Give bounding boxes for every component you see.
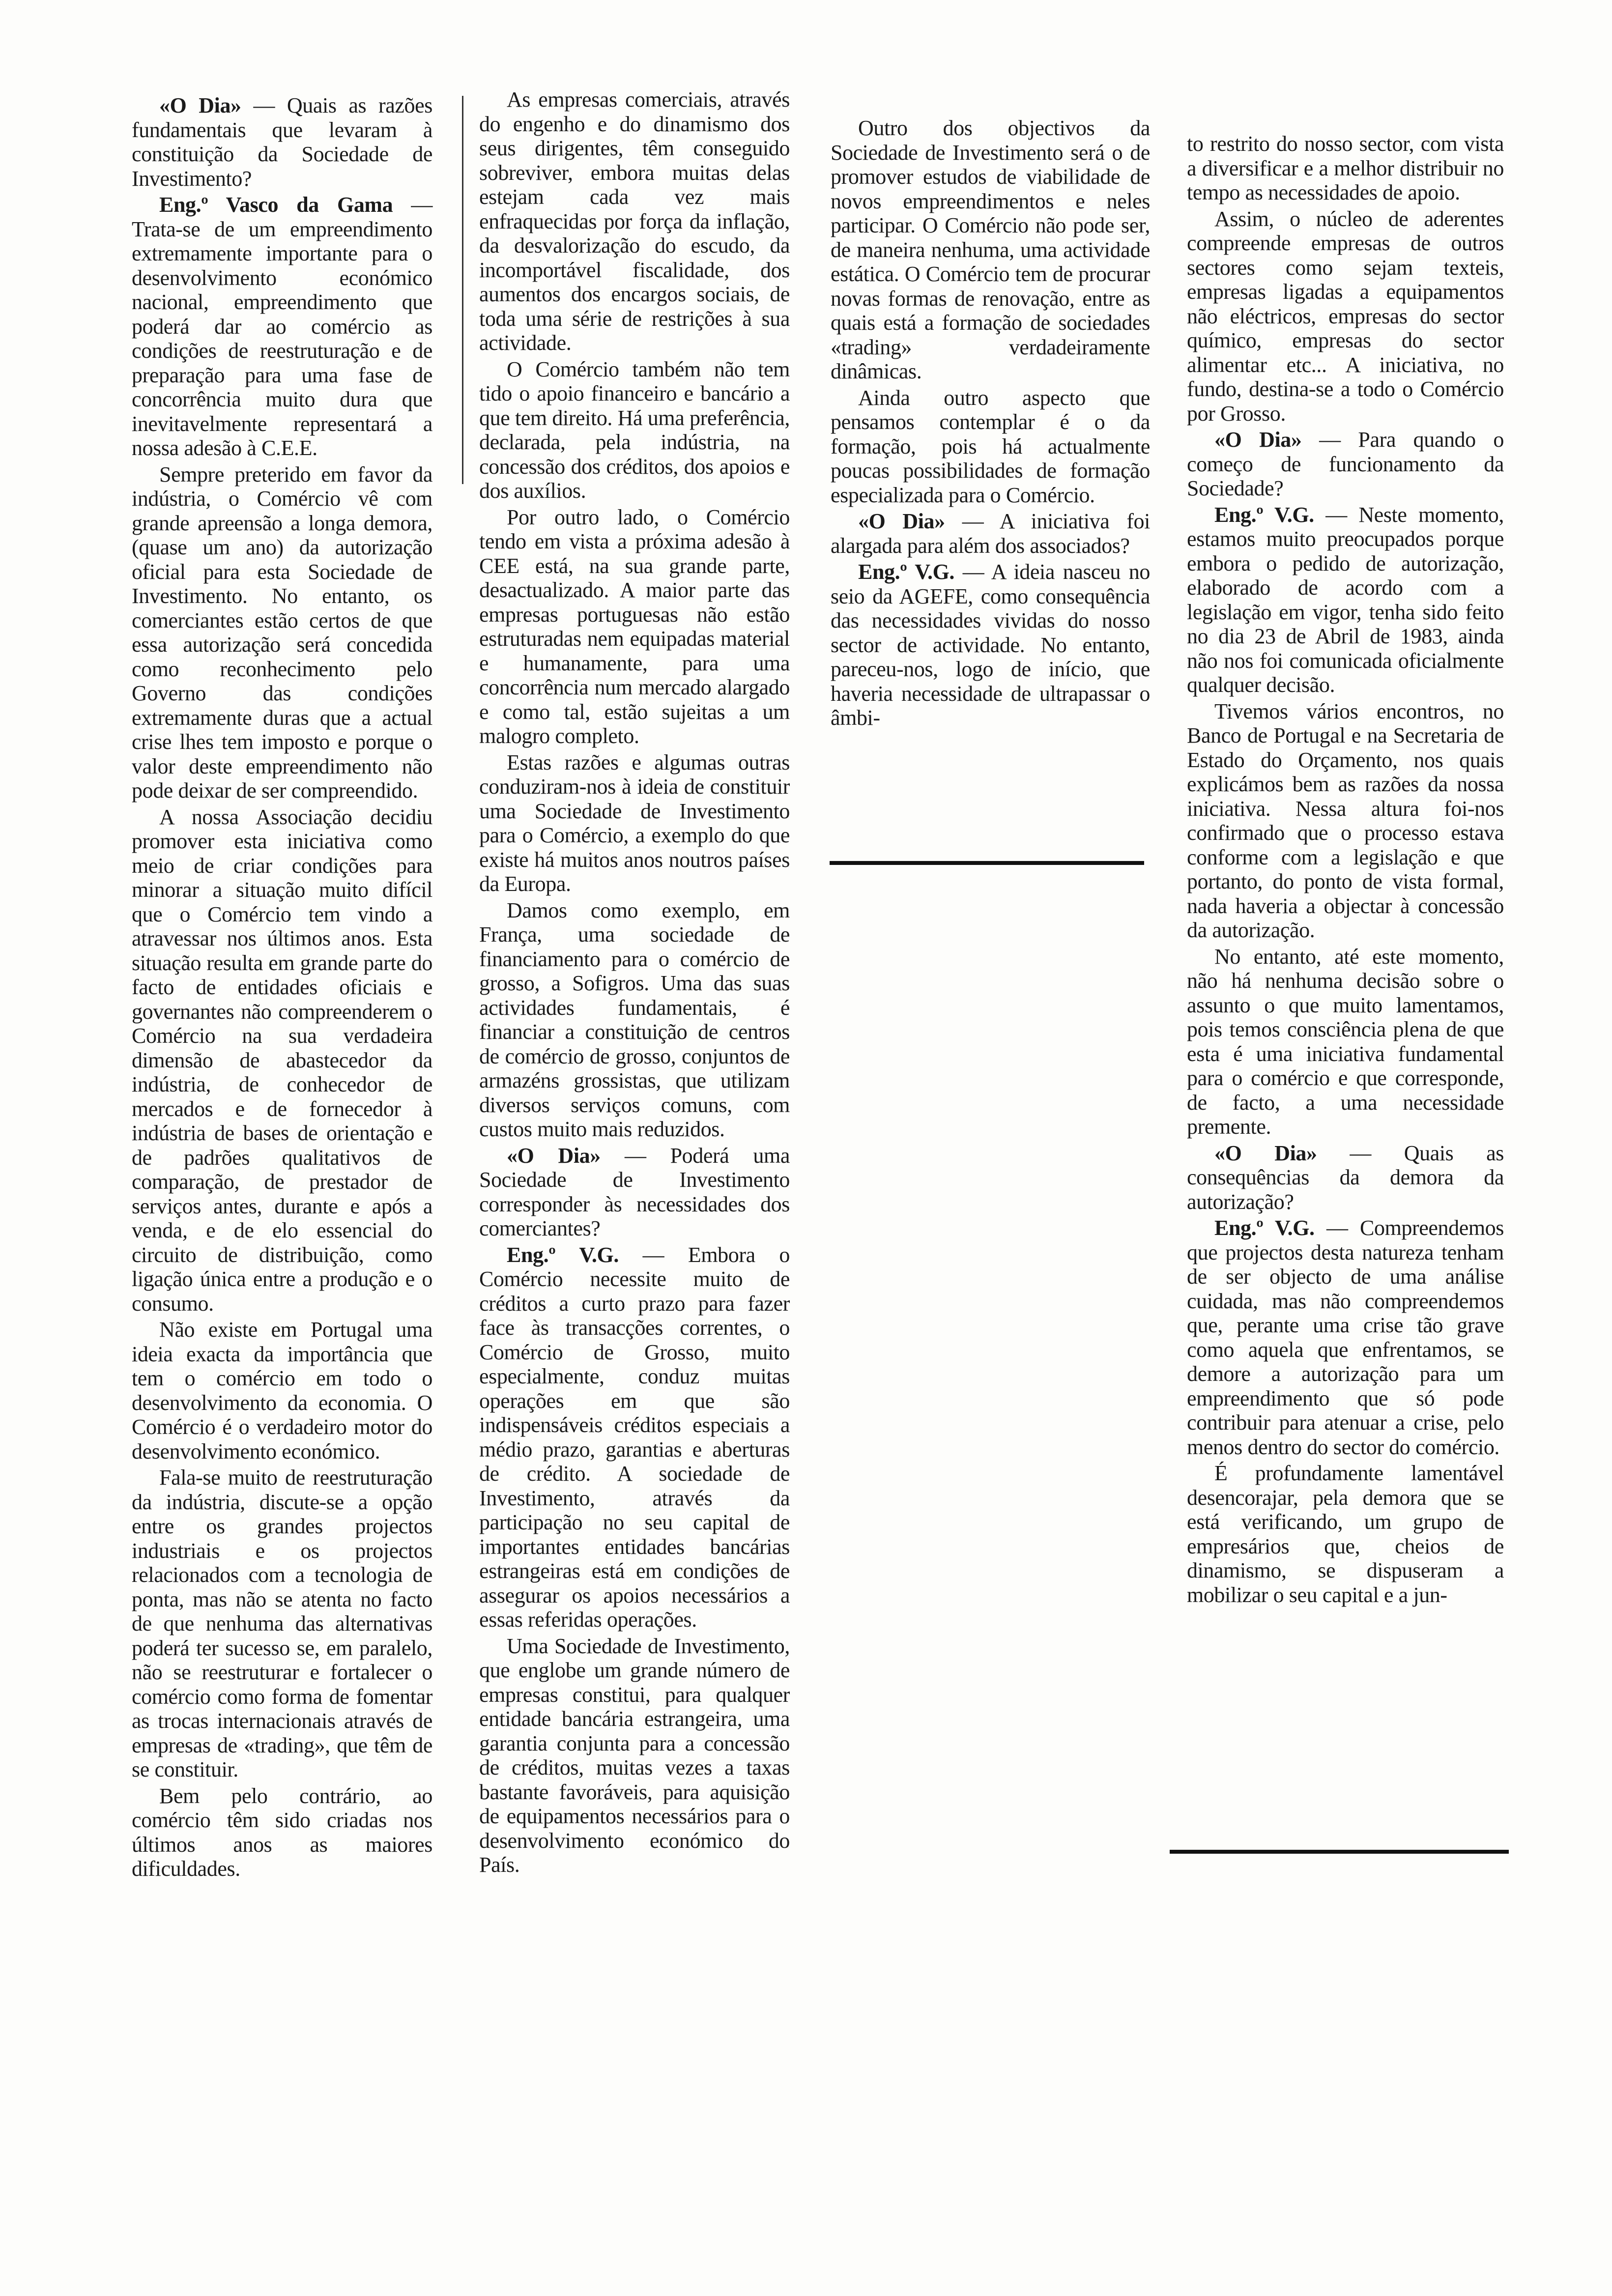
speaker-label: «O Dia» (1214, 428, 1302, 452)
paragraph-text: — Poderá uma Sociedade de Investimento corresponder às necessidades dos comerciantes? (479, 1143, 790, 1240)
article-paragraph (132, 1318, 432, 1464)
paragraph-text: Assim, o núcleo de aderentes compreende empresas de outros sectores como sejam texteis, empresas ligadas a equipamentos não eléctricos, empresas do sector químico, empresas do sector alimentar etc... A iniciativa, no fundo, destina-se a todo o Comércio por Grosso. (1187, 206, 1504, 426)
paragraph-text: — A iniciativa foi alargada para além dos associados? (831, 509, 1150, 558)
article-paragraph (479, 357, 790, 503)
article-paragraph (479, 505, 790, 748)
speaker-label: «O Dia» (1214, 1141, 1317, 1165)
article-column-4 (1187, 132, 1504, 1609)
article-paragraph (831, 386, 1150, 508)
paragraph-text: A nossa Associação decidiu promover esta iniciativa como meio de criar condições para minorar a situação muito difícil que o Comércio tem vindo a atravessar nos últimos anos. Esta situação resulta em grande parte do facto de entidades oficiais e governantes não compreenderem o Comércio na sua verdadeira dimensão de abastecedor da indústria, de conhecedor de mercados e de fornecedor à indústria de bases de orientação e de padrões qualitativos de comparação, de prestador de serviços antes, durante e após a venda, e de elo essencial do circuito de distribuição, como ligação única entre a produção e o consumo. (132, 804, 432, 1316)
article-paragraph (479, 898, 790, 1142)
paragraph-text: — Para quando o começo de funcionamento da Sociedade? (1187, 428, 1504, 500)
article-column-1 (132, 93, 432, 1883)
paragraph-text: — A ideia nasceu no seio da AGEFE, como consequência das necessidades vividas do nosso sector de actividade. No entanto, pareceu-nos, logo de início, que haveria necessidade de ultrapassar o âmbi- (831, 560, 1150, 730)
article-paragraph (1187, 945, 1504, 1139)
article-paragraph (132, 1465, 432, 1782)
speaker-label: «O Dia» (159, 93, 241, 117)
interview-paragraph (831, 560, 1150, 730)
speaker-label: Eng.º V.G. (858, 560, 955, 584)
paragraph-text: Uma Sociedade de Investimento, que englobe um grande número de empresas constitui, para qualquer entidade bancária estrangeira, uma garantia conjunta para a concessão de créditos, muitas vezes a taxas bastante favoráveis, para aquisição de equipamentos necessários para o desenvolvimento económico do País. (479, 1634, 790, 1877)
paragraph-text: to restrito do nosso sector, com vista a diversificar e a melhor distribuir no tempo as necessidades de apoio. (1187, 132, 1504, 204)
speaker-label: «O Dia» (858, 509, 945, 533)
interview-paragraph (1187, 1216, 1504, 1459)
article-column-2 (479, 87, 790, 1879)
article-paragraph (1187, 207, 1504, 426)
interview-paragraph (132, 93, 432, 191)
article-column-3 (831, 116, 1150, 732)
paragraph-text: Tivemos vários encontros, no Banco de Portugal e na Secretaria de Estado do Orçamento, nos quais explicámos bem as razões da nossa iniciativa. Nessa altura foi-nos confirmado que o processo estava conforme com a legislação e que portanto, do ponto de vista formal, nada haveria a objectar à concessão da autorização. (1187, 699, 1504, 942)
article-paragraph (1187, 699, 1504, 943)
article-end-rule (1170, 1850, 1509, 1854)
interview-paragraph (479, 1144, 790, 1241)
article-paragraph (831, 116, 1150, 384)
interview-paragraph (479, 1243, 790, 1632)
paragraph-text: As empresas comerciais, através do engenho e do dinamismo dos seus dirigentes, têm conseguido sobreviver, embora muitas delas estejam cada vez mais enfraquecidas por força da inflação, da desvalorização do escudo, da incomportável fiscalidade, dos aumentos dos encargos sociais, de toda uma série de restrições à sua actividade. (479, 87, 790, 355)
paragraph-text: Não existe em Portugal uma ideia exacta da importância que tem o comércio em todo o desenvolvimento da economia. O Comércio é o verdadeiro motor do desenvolvimento económico. (132, 1318, 432, 1464)
paragraph-text: É profundamente lamentável desencorajar, pela demora que se está verificando, um grupo de empresários que, cheios de dinamismo, se dispuseram a mobilizar o seu capital e a jun- (1187, 1461, 1504, 1607)
article-paragraph (479, 750, 790, 896)
scan-margin-mark (462, 96, 463, 484)
interview-paragraph (1187, 428, 1504, 501)
column-end-rule (830, 861, 1144, 865)
article-paragraph (1187, 132, 1504, 205)
paragraph-text: Por outro lado, o Comércio tendo em vista a próxima adesão à CEE está, na sua grande parte, desactualizado. A maior parte das empresas portuguesas não estão estruturadas nem equipadas material e humanamente, para uma concorrência num mercado alargado e como tal, estão sujeitas a um malogro completo. (479, 505, 790, 748)
paragraph-text: Fala-se muito de reestruturação da indústria, discute-se a opção entre os grandes projectos industriais e os projectos relacionados com a tecnologia de ponta, mas não se atenta no facto de que nenhuma das alternativas poderá ter sucesso se, em paralelo, não se reestruturar e fortalecer o comércio como forma de fomentar as trocas internacionais através de empresas de «trading», que têm de se constituir. (132, 1465, 432, 1781)
article-paragraph (479, 87, 790, 355)
paragraph-text: O Comércio também não tem tido o apoio financeiro e bancário a que tem direito. Há uma preferência, declarada, pela indústria, na concessão dos créditos, dos apoios e dos auxílios. (479, 357, 790, 503)
article-paragraph (132, 462, 432, 803)
paragraph-text: — Quais as razões fundamentais que levaram à constituição da Sociedade de Investimento? (132, 93, 432, 191)
paragraph-text: — Quais as consequências da demora da autorização? (1187, 1141, 1504, 1214)
interview-paragraph (831, 509, 1150, 558)
paragraph-text: — Trata-se de um empreendimento extremamente importante para o desenvolvimento económico nacional, empreendimento que poderá dar ao comércio as condições de reestruturação e de preparação para uma fase de concorrência muito dura que inevitavelmente representará a nossa adesão à C.E.E. (132, 193, 432, 460)
speaker-label: Eng.º Vasco da Gama (159, 193, 393, 217)
paragraph-text: — Embora o Comércio necessite muito de créditos a curto prazo para fazer face às transacções correntes, o Comércio de Grosso, muito especialmente, conduz muitas operações em que são indispensáveis créditos especiais a médio prazo, garantias e aberturas de crédito. A sociedade de Investimento, através da participação no seu capital de importantes entidades bancárias estrangeiras está em condições de assegurar os apoios necessários a essas referidas operações. (479, 1242, 790, 1632)
article-paragraph (1187, 1461, 1504, 1607)
speaker-label: «O Dia» (507, 1143, 601, 1168)
interview-paragraph (1187, 503, 1504, 697)
paragraph-text: Ainda outro aspecto que pensamos contemplar é o da formação, pois há actualmente poucas possibilidades de formação especializada para o Comércio. (831, 385, 1150, 507)
paragraph-text: Damos como exemplo, em França, uma sociedade de financiamento para o comércio de grosso, a Sofigros. Uma das suas actividades fundamentais, é financiar a constituição de centros de comércio de grosso, conjuntos de armazéns grossistas, que utilizam diversos serviços comuns, com custos muito mais reduzidos. (479, 898, 790, 1141)
speaker-label: Eng.º V.G. (1214, 502, 1314, 527)
article-paragraph (479, 1634, 790, 1877)
paragraph-text: Outro dos objectivos da Sociedade de Investimento será o de promover estudos de viabilidade de novos empreendimentos e neles participar. O Comércio não pode ser, de maneira nenhuma, uma actividade estática. O Comércio tem de procurar novas formas de renovação, entre as quais está a formação de sociedades «trading» verdadeiramente dinâmicas. (831, 116, 1150, 383)
paragraph-text: No entanto, até este momento, não há nenhuma decisão sobre o assunto o que muito lamentamos, pois temos consciência plena de que esta é uma iniciativa fundamental para o comércio e que corresponde, de facto, a uma necessidade premente. (1187, 944, 1504, 1139)
article-paragraph (132, 805, 432, 1316)
paragraph-text: — Compreendemos que projectos desta natureza tenham de ser objecto de uma análise cuidada, mas não compreendemos que, perante uma crise tão grave como aquela que enfrentamos, se demore a autorização para um empreendimento que só pode contribuir para atenuar a crise, pelo menos dentro do sector do comércio. (1187, 1216, 1504, 1459)
paragraph-text: — Neste momento, estamos muito preocupados porque embora o pedido de autorização, elaborado de acordo com a legislação em vigor, tenha sido feito no dia 23 de Abril de 1983, ainda não nos foi comunicada oficialmente qualquer decisão. (1187, 502, 1504, 697)
speaker-label: Eng.º V.G. (1214, 1216, 1315, 1240)
interview-paragraph (1187, 1141, 1504, 1214)
paragraph-text: Estas razões e algumas outras conduziram-nos à ideia de constituir uma Sociedade de Investimento para o Comércio, a exemplo do que existe há muitos anos noutros países da Europa. (479, 750, 790, 896)
speaker-label: Eng.º V.G. (507, 1242, 619, 1267)
interview-paragraph (132, 193, 432, 460)
paragraph-text: Bem pelo contrário, ao comércio têm sido criadas nos últimos anos as maiores dificuldades. (132, 1783, 432, 1881)
article-paragraph (132, 1784, 432, 1881)
paragraph-text: Sempre preterido em favor da indústria, o Comércio vê com grande apreensão a longa demora, (quase um ano) da autorização oficial para esta Sociedade de Investimento. No entanto, os comerciantes estão certos de que essa autorização será concedida como reconhecimento pelo Governo das condições extremamente duras que a actual crise lhes tem imposto e porque o valor deste empreendimento não pode deixar de ser compreendido. (132, 462, 432, 803)
